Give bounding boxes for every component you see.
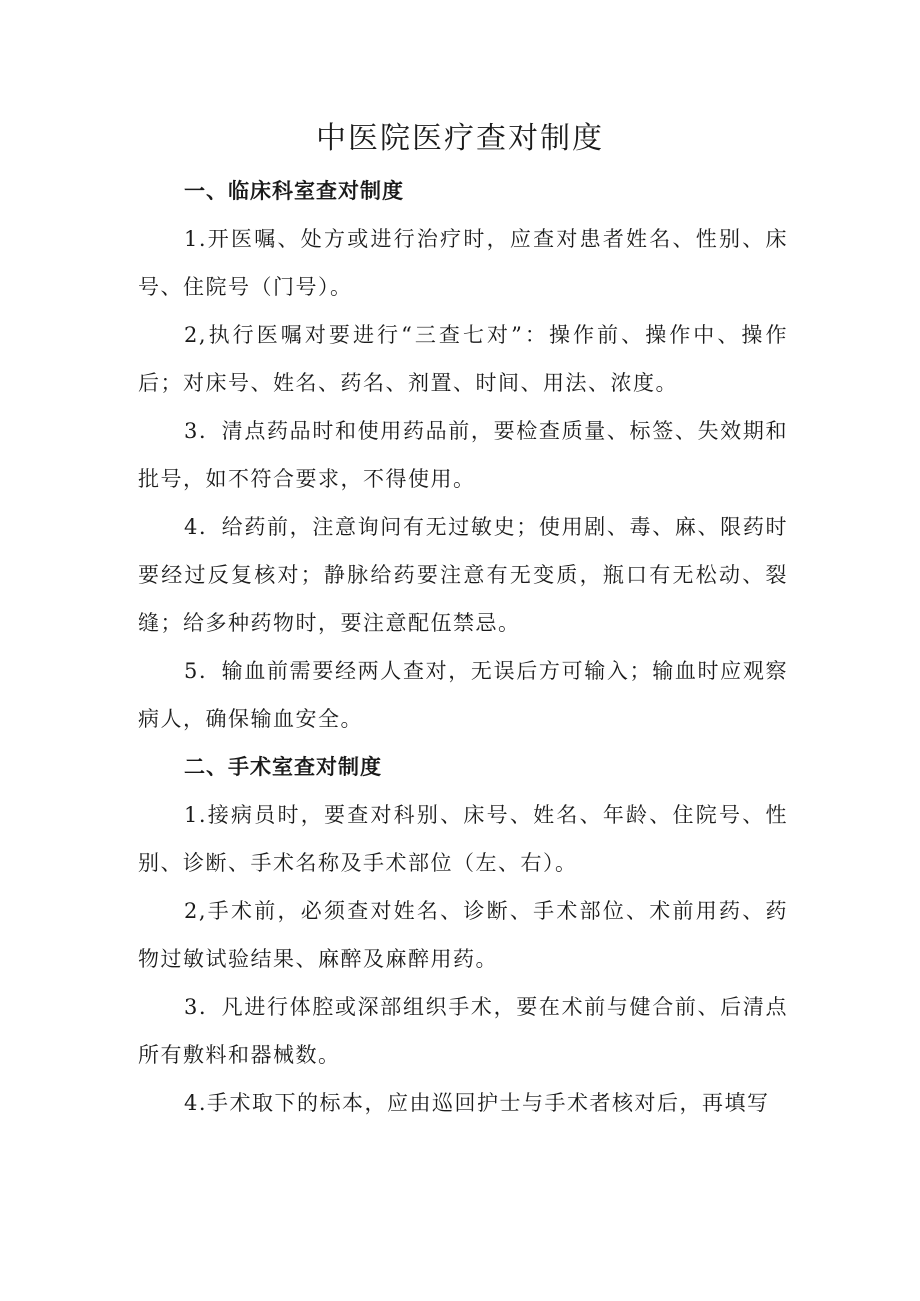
paragraph: 3．清点药品时和使用药品前，要检查质量、标签、失效期和批号，如不符合要求，不得使用。 <box>138 419 788 491</box>
document-title: 中医院医疗查对制度 <box>316 121 604 156</box>
paragraph: 3．凡进行体腔或深部组织手术，要在术前与健合前、后清点所有敷料和器械数。 <box>138 995 788 1067</box>
section-heading: 二、手术室查对制度 <box>184 755 382 779</box>
paragraph: 2,执行医嘱对要进行“三查七对”：操作前、操作中、操作后；对床号、姓名、药名、剂置、时间、用法、浓度。 <box>138 323 788 395</box>
paragraph: 1.开医嘱、处方或进行治疗时，应查对患者姓名、性别、床号、住院号（门号）。 <box>138 227 788 299</box>
section-operating-room <box>138 743 788 1127</box>
paragraph: 5．输血前需要经两人查对，无误后方可输入；输血时应观察病人，确保输血安全。 <box>138 659 788 731</box>
section-heading: 一、临床科室查对制度 <box>184 179 404 203</box>
section-clinical <box>138 167 788 743</box>
paragraph: 4.手术取下的标本，应由巡回护士与手术者核对后，再填写 <box>184 1091 770 1115</box>
document-body <box>138 167 788 1127</box>
paragraph: 4．给药前，注意询问有无过敏史；使用剧、毒、麻、限药时要经过反复核对；静脉给药要注意有无变质，瓶口有无松动、裂缝；给多种药物时，要注意配伍禁忌。 <box>138 515 788 635</box>
paragraph: 1.接病员时，要查对科别、床号、姓名、年龄、住院号、性别、诊断、手术名称及手术部位（左、右）。 <box>138 803 788 875</box>
paragraph: 2,手术前，必须查对姓名、诊断、手术部位、术前用药、药物过敏试验结果、麻醉及麻醉用药。 <box>138 899 788 971</box>
